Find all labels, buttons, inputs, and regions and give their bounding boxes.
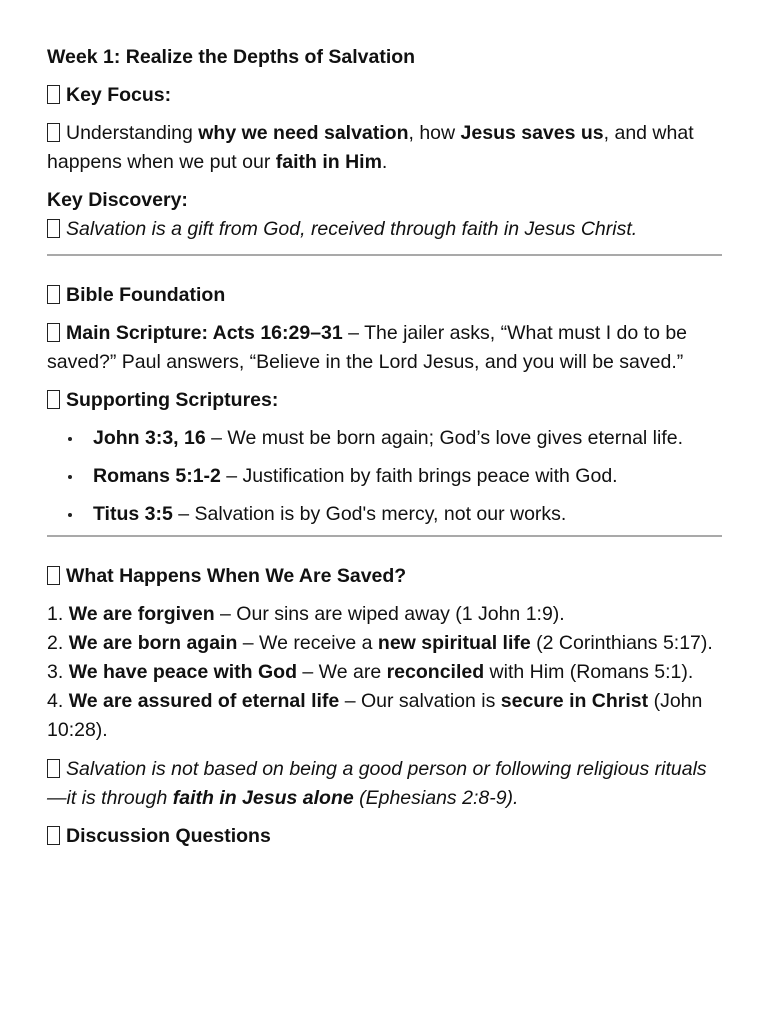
- key-discovery-text: [47, 215, 722, 244]
- scripture-reference: Romans 5:1-2: [93, 465, 221, 487]
- step-text: – Our sins are wiped away (1 John 1:9).: [214, 603, 565, 625]
- text-run: .: [381, 151, 388, 173]
- missing-glyph-icon: [47, 566, 60, 585]
- key-discovery-statement: Salvation is a gift from God, received through faith in Jesus Christ.: [66, 218, 638, 240]
- note-reference: (Ephesians 2:8-9).: [353, 787, 519, 809]
- step-number: 3.: [47, 661, 69, 683]
- step-title: We are assured of eternal life: [68, 690, 340, 712]
- supporting-scriptures-heading: [47, 386, 722, 415]
- note-text: Salvation is not based on being a good person or following religious rituals—it is through: [47, 758, 707, 809]
- text-run: , and what happens when we put our: [47, 122, 694, 173]
- text-run: Understanding: [66, 122, 199, 144]
- discussion-heading: [47, 822, 722, 851]
- key-focus-label: Key Focus:: [66, 84, 172, 106]
- step-title: We are forgiven: [68, 603, 215, 625]
- salvation-note: [47, 755, 722, 813]
- missing-glyph-icon: [47, 826, 60, 845]
- missing-glyph-icon: [47, 85, 60, 104]
- bible-foundation-label: Bible Foundation: [66, 284, 226, 306]
- step-reference: (John 10:28).: [47, 690, 703, 741]
- step-text: – We receive a: [237, 632, 378, 654]
- text-run: , how: [408, 122, 461, 144]
- step-reference: with Him (Romans 5:1).: [484, 661, 694, 683]
- discussion-heading-label: Discussion Questions: [66, 825, 271, 847]
- list-item: [47, 424, 722, 453]
- saved-steps-list: [47, 600, 722, 745]
- supporting-scriptures-list: [47, 424, 722, 529]
- step-title: We have peace with God: [68, 661, 297, 683]
- step-number: 4.: [47, 690, 69, 712]
- main-scripture: [47, 319, 722, 377]
- step-emphasis: secure in Christ: [500, 690, 649, 712]
- missing-glyph-icon: [47, 219, 60, 238]
- saved-heading-label: What Happens When We Are Saved?: [66, 565, 407, 587]
- missing-glyph-icon: [47, 323, 60, 342]
- scripture-reference: John 3:3, 16: [93, 427, 206, 449]
- list-item: [47, 462, 722, 491]
- main-scripture-text: – The jailer asks, “What must I do to be saved?” Paul answers, “Believe in the Lord Jesus, and you will be saved.”: [47, 322, 688, 373]
- step-reference: (2 Corinthians 5:17).: [530, 632, 713, 654]
- step-emphasis: new spiritual life: [377, 632, 531, 654]
- list-item: [47, 500, 722, 529]
- key-discovery-heading: Key Discovery:: [47, 189, 188, 211]
- step-text: – Our salvation is: [339, 690, 501, 712]
- section-divider: [47, 535, 722, 537]
- list-item: [47, 658, 722, 687]
- emphasis-text: Jesus saves us: [460, 122, 604, 144]
- section-divider: [47, 254, 722, 256]
- saved-heading: [47, 562, 722, 591]
- missing-glyph-icon: [47, 759, 60, 778]
- bible-foundation-heading: [47, 281, 722, 310]
- key-focus-heading: [47, 81, 722, 110]
- scripture-reference: Titus 3:5: [93, 503, 173, 525]
- scripture-summary: – Justification by faith brings peace with God.: [220, 465, 618, 487]
- step-number: 2.: [47, 632, 69, 654]
- list-item: [47, 687, 722, 745]
- emphasis-text: why we need salvation: [198, 122, 409, 144]
- key-focus-text: [47, 119, 722, 177]
- step-number: 1.: [47, 603, 69, 625]
- missing-glyph-icon: [47, 285, 60, 304]
- missing-glyph-icon: [47, 390, 60, 409]
- list-item: [47, 629, 722, 658]
- step-title: We are born again: [68, 632, 238, 654]
- supporting-scriptures-label: Supporting Scriptures:: [66, 389, 279, 411]
- step-text: – We are: [296, 661, 387, 683]
- emphasis-text: faith in Him: [275, 151, 382, 173]
- week-title: Week 1: Realize the Depths of Salvation: [47, 46, 416, 68]
- step-emphasis: reconciled: [386, 661, 485, 683]
- note-emphasis: faith in Jesus alone: [172, 787, 354, 809]
- scripture-summary: – Salvation is by God's mercy, not our works.: [172, 503, 567, 525]
- main-scripture-label: Main Scripture: Acts 16:29–31: [66, 322, 343, 344]
- missing-glyph-icon: [47, 123, 60, 142]
- list-item: [47, 600, 722, 629]
- scripture-summary: – We must be born again; God’s love gives eternal life.: [205, 427, 684, 449]
